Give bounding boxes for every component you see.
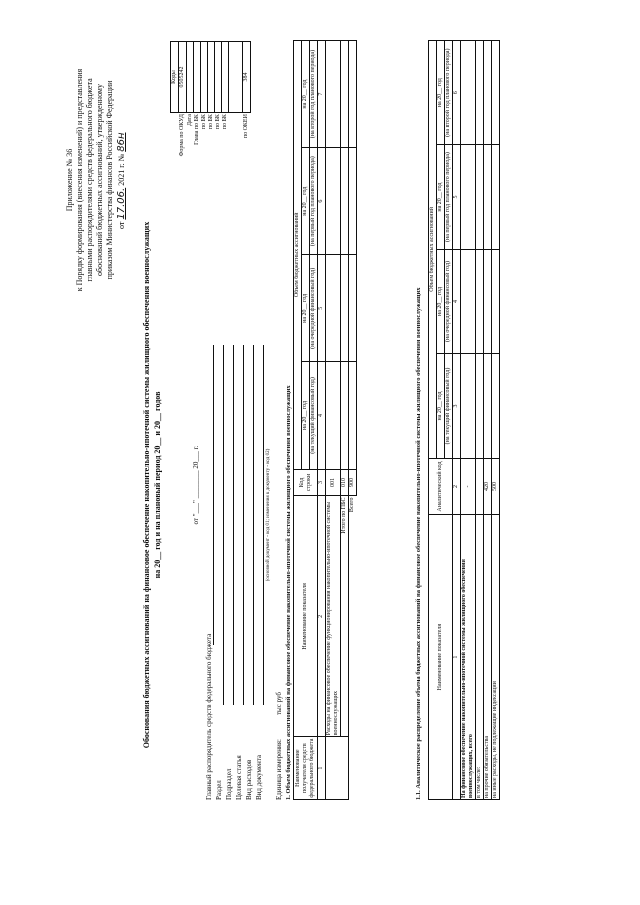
codes-table: Коды Форма по ОКУД 0505242 Дата Глава по БК по БК по БК по БК по БК по ОКЕИ 384 — [170, 41, 251, 231]
section-2-title: 1.1. Аналитическое распределение объема бюджетных ассигнований на финансовое обеспечение накопительно-ипотечной системы жилищного обеспечения военнослужащих — [415, 287, 422, 800]
header-line: обоснований бюджетных ассигнований, утвержденному — [95, 84, 104, 276]
field-label: Вид расходов — [245, 759, 253, 800]
field-label: Раздел — [215, 780, 223, 800]
field-label: Целевая статья — [235, 755, 243, 800]
order-date: от 17.06. 2021 г. № 86н — [116, 132, 127, 229]
page-title: Обоснования бюджетных ассигнований на финансовое обеспечение накопительно-ипотечной системы жилищного обеспечения военнослужащих — [142, 221, 151, 749]
doc-hint: (основной документ - код 01; изменения к документу - код 02) — [266, 448, 271, 582]
date-line: от "___" ________ 20___ г. — [192, 445, 200, 525]
unit-label: Единица измерения: — [275, 739, 283, 800]
section-1-table: Наименование получателя средств федерального бюджета Наименование показателя Код строки Объем бюджетных ассигнований на 20__ год на 20__ год на 20__ год на 20__ год (на текущий финансовый год) (на очередной финансовый год) (на первый год планового периода) (на второй год планового периода) 1 2 3 4 5 6 7 Расходы на финансовое обеспечение функционирования накопительно-ипотечной системы военнослужащих 001 Итого по ПБС 010 Всего 900 — [293, 40, 357, 800]
header-line: приказом Министерства финансов Российской Федерации — [105, 80, 114, 280]
header-line: к Порядку формирования (внесения изменений) и представления — [75, 68, 84, 292]
field-label: Главный распорядитель средств федерального бюджета — [205, 633, 213, 800]
unit-value: тыс руб — [275, 692, 283, 715]
section-1-title: 1. Объем бюджетных ассигнований на финансовое обеспечение накопительно-ипотечной системы жилищного обеспечения военнослужащих — [285, 385, 292, 800]
page-subtitle: на 20__ год и на плановый период 20__ и 20__ годов — [153, 391, 162, 579]
section-2-table: Наименование показателя Аналитический код Объем бюджетных ассигнований на 20__ год на 20__ год на 20__ год на 20__ год (на текущий финансовый год) (на очередной финансовый год) (на первый год планового периода) (на второй год планового периода) 1 2 3 4 5 6 На финансовое обеспечение накопительно-ипотечной системы жилищного обеспечения военнослужащих, всего - в том числе: на прочие обязательства 420 на иные расходы, не подлежащие индексации 500 — [428, 40, 500, 800]
header-line: главными распорядителями средств федерального бюджета — [85, 78, 94, 282]
field-label: Вид документа — [255, 754, 263, 800]
field-label: Подраздел — [225, 768, 233, 800]
appendix-number: Приложение № 36 — [65, 148, 74, 212]
